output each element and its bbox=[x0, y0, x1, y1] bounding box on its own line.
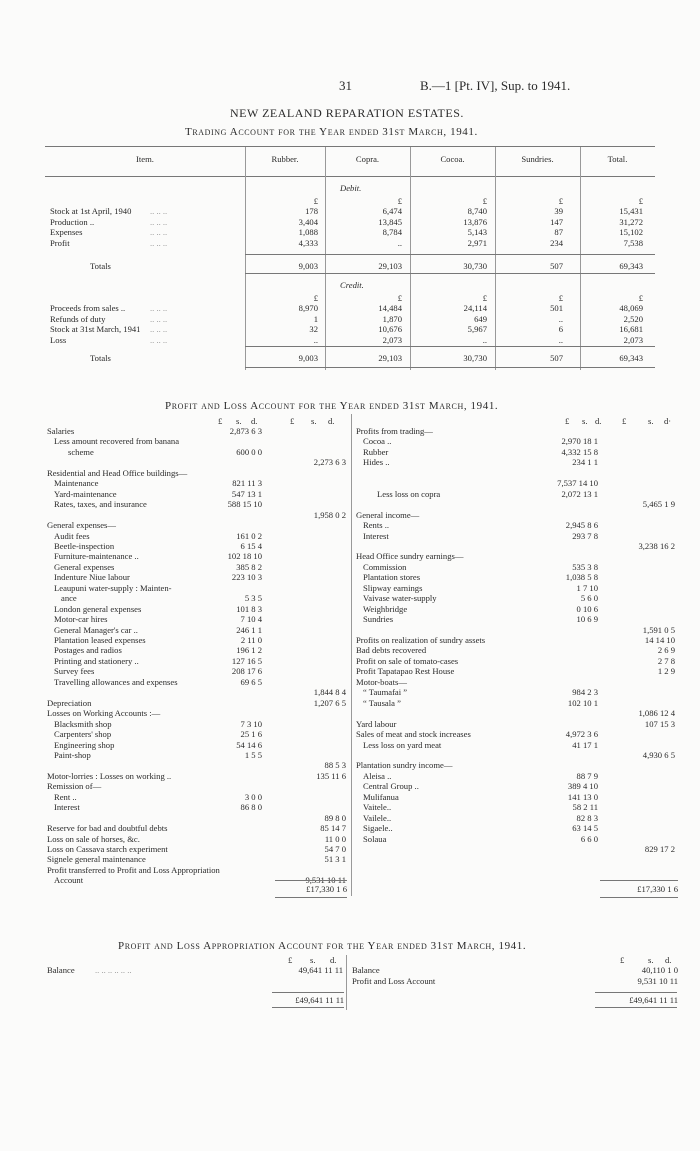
row-value: 2,520 bbox=[623, 313, 643, 324]
line-amount: 63 14 5 bbox=[572, 823, 598, 834]
row-item: Profit bbox=[50, 237, 70, 248]
lsd-header: d. bbox=[665, 955, 672, 965]
total-value: 9,003 bbox=[298, 261, 318, 271]
rule-line bbox=[245, 254, 655, 255]
line-amount: 984 2 3 bbox=[572, 687, 598, 698]
line-amount: 1 5 5 bbox=[244, 749, 262, 760]
line-amount: 535 3 8 bbox=[572, 561, 598, 572]
line-label: Rubber bbox=[363, 446, 389, 457]
line-label: Head Office sundry earnings— bbox=[356, 551, 464, 562]
row-value: 13,876 bbox=[463, 216, 487, 227]
line-amount: 6 15 4 bbox=[240, 540, 262, 551]
line-subtotal: 9,531 10 11 bbox=[305, 875, 346, 886]
line-amount: 234 1 1 bbox=[572, 457, 598, 468]
total-value: 507 bbox=[550, 261, 563, 271]
row-value: 1,870 bbox=[382, 313, 402, 324]
row-value: .. bbox=[313, 334, 318, 345]
row-item: Proceeds from sales .. bbox=[50, 303, 126, 313]
row-value: 48,069 bbox=[619, 303, 643, 313]
row-value: 24,114 bbox=[463, 303, 487, 313]
line-label: Rent .. bbox=[54, 791, 77, 802]
totals-label: Totals bbox=[90, 353, 111, 363]
pound-sign: £ bbox=[313, 196, 318, 206]
line-amount: 4,332 15 8 bbox=[561, 446, 598, 457]
line-amount: 82 8 3 bbox=[576, 812, 598, 823]
line-label: Depreciation bbox=[47, 697, 92, 708]
right-total: £17,330 1 6 bbox=[637, 884, 678, 894]
line-amount: 2,873 6 3 bbox=[229, 426, 262, 436]
line-label: Motor-lorries : Losses on working .. bbox=[47, 770, 172, 781]
rule-line bbox=[595, 1007, 677, 1008]
line-subtotal: 3,238 16 2 bbox=[638, 540, 675, 551]
pound-sign: £ bbox=[638, 196, 643, 206]
column-divider bbox=[495, 147, 496, 370]
lsd-header: d. bbox=[595, 416, 602, 426]
line-subtotal: 51 3 1 bbox=[324, 854, 346, 865]
row-value: 32 bbox=[309, 324, 318, 334]
line-amount: 54 14 6 bbox=[236, 739, 262, 750]
column-divider bbox=[245, 147, 246, 370]
column-divider bbox=[410, 147, 411, 370]
total-value: 69,343 bbox=[619, 261, 643, 271]
line-label: Carpenters' shop bbox=[54, 729, 112, 740]
line-subtotal: 1,591 0 5 bbox=[642, 624, 675, 635]
line-label: Less amount recovered from banana bbox=[54, 436, 180, 447]
row-value: 1 bbox=[313, 313, 318, 324]
line-label: London general expenses bbox=[54, 603, 142, 614]
line-label: Indenture Niue labour bbox=[54, 572, 130, 583]
line-label: scheme bbox=[68, 446, 94, 457]
line-amount: 86 8 0 bbox=[240, 802, 262, 813]
line-subtotal: 11 0 0 bbox=[324, 833, 346, 844]
row-value: 13,845 bbox=[378, 216, 402, 227]
line-amount: 2 11 0 bbox=[240, 635, 262, 645]
line-amount: 7,537 14 10 bbox=[557, 478, 598, 489]
line-label: Yard labour bbox=[356, 718, 397, 729]
rule-line bbox=[275, 880, 347, 881]
line-label: Central Group .. bbox=[363, 781, 419, 792]
line-label: Motor-boats— bbox=[356, 676, 407, 687]
column-divider bbox=[351, 414, 352, 896]
lsd-header: s. bbox=[236, 416, 242, 426]
line-label: Sundries bbox=[363, 614, 394, 625]
lsd-header: £ bbox=[565, 416, 570, 426]
line-amount: 69 6 5 bbox=[240, 676, 262, 687]
line-subtotal: 135 11 6 bbox=[316, 770, 346, 781]
line-label: Vaivase water-supply bbox=[363, 593, 437, 604]
line-label: Solaua bbox=[363, 833, 387, 844]
line-subtotal: 2 7 8 bbox=[657, 655, 675, 666]
line-label: Beetle-inspection bbox=[54, 540, 115, 551]
pound-sign: £ bbox=[313, 293, 318, 303]
line-subtotal: 1,086 12 4 bbox=[638, 708, 675, 719]
appropriation-right-value: 9,531 10 11 bbox=[637, 975, 678, 986]
line-subtotal: 1 2 9 bbox=[657, 666, 675, 677]
column-divider bbox=[325, 147, 326, 370]
row-value: .. bbox=[558, 334, 563, 345]
appropriation-title: Profit and Loss Appropriation Account for the Year ended 31st March, 1941. bbox=[118, 940, 527, 952]
line-label: Signele general maintenance bbox=[47, 854, 146, 865]
line-label: Profit on sale of tomato-cases bbox=[356, 655, 459, 666]
row-value: 178 bbox=[305, 206, 318, 216]
line-label: Blacksmith shop bbox=[54, 718, 112, 729]
total-value: 29,103 bbox=[378, 261, 402, 271]
line-label: Salaries bbox=[47, 426, 75, 436]
line-label: Bad debts recovered bbox=[356, 645, 427, 656]
line-subtotal: 54 7 0 bbox=[324, 844, 346, 854]
line-label: Losses on Working Accounts :— bbox=[47, 708, 161, 719]
total-value: 29,103 bbox=[378, 353, 402, 363]
line-label: Profits from trading— bbox=[356, 426, 433, 436]
row-value: 1,088 bbox=[298, 227, 318, 237]
lsd-header: s. bbox=[648, 416, 654, 426]
line-amount: 2,072 13 1 bbox=[561, 488, 598, 499]
document-reference: B.—1 [Pt. IV], Sup. to 1941. bbox=[420, 78, 571, 93]
rule-line bbox=[272, 1007, 344, 1008]
left-total: £17,330 1 6 bbox=[306, 884, 347, 894]
row-value: 87 bbox=[554, 227, 563, 237]
lsd-header: £ bbox=[620, 955, 625, 965]
line-label: Interest bbox=[363, 530, 389, 541]
row-value: 39 bbox=[554, 206, 563, 216]
line-amount: 389 4 10 bbox=[567, 781, 598, 792]
row-value: 2,073 bbox=[382, 334, 402, 345]
row-value: 14,484 bbox=[378, 303, 402, 313]
appropriation-right-value: 40,110 1 0 bbox=[641, 965, 678, 975]
row-value: 31,272 bbox=[619, 216, 643, 227]
row-value: 3,404 bbox=[298, 216, 318, 227]
line-label: Plantation stores bbox=[363, 572, 421, 583]
line-label: Audit fees bbox=[54, 530, 90, 541]
column-header: Sundries. bbox=[521, 154, 554, 164]
rule-line bbox=[600, 897, 678, 898]
column-header: Item. bbox=[136, 154, 154, 164]
total-value: 30,730 bbox=[463, 261, 487, 271]
rule-line bbox=[45, 176, 655, 177]
line-subtotal: 1,207 6 5 bbox=[313, 697, 346, 708]
lsd-header: s. bbox=[648, 955, 654, 965]
row-value: 15,431 bbox=[619, 206, 643, 216]
line-label: Plantation leased expenses bbox=[54, 635, 146, 645]
row-item: Loss bbox=[50, 334, 67, 345]
lsd-header: £ bbox=[288, 955, 293, 965]
line-amount: 547 13 1 bbox=[231, 488, 262, 499]
row-item: Refunds of duty bbox=[50, 313, 106, 324]
main-title: NEW ZEALAND REPARATION ESTATES. bbox=[230, 106, 464, 120]
line-label: ance bbox=[61, 593, 77, 604]
line-amount: 5 3 5 bbox=[244, 593, 262, 604]
pound-sign: £ bbox=[397, 293, 402, 303]
row-value: 2,073 bbox=[623, 334, 643, 345]
line-label: Yard-maintenance bbox=[54, 488, 117, 499]
line-amount: 102 10 1 bbox=[567, 697, 598, 708]
line-subtotal: 1,844 8 4 bbox=[313, 687, 346, 698]
row-value: .. bbox=[482, 334, 487, 345]
leader-dots: .. .. .. bbox=[150, 313, 168, 324]
row-value: 5,143 bbox=[467, 227, 487, 237]
total-value: 9,003 bbox=[298, 353, 318, 363]
row-item: Production .. bbox=[50, 216, 95, 227]
rule-line bbox=[245, 273, 655, 274]
row-value: 7,538 bbox=[623, 237, 643, 248]
rule-line bbox=[275, 897, 347, 898]
appropriation-right-label: Profit and Loss Account bbox=[352, 975, 436, 986]
line-label: Profits on realization of sundry assets bbox=[356, 635, 486, 645]
line-amount: 293 7 8 bbox=[572, 530, 598, 541]
line-label: Profit transferred to Profit and Loss Appropriation bbox=[47, 864, 220, 875]
lsd-header: d. bbox=[251, 416, 258, 426]
trading-account-title: Trading Account for the Year ended 31st March, 1941. bbox=[185, 126, 478, 138]
line-label: Sigaele.. bbox=[363, 823, 393, 834]
line-amount: 88 7 9 bbox=[576, 770, 598, 781]
line-label: Slipway earnings bbox=[363, 582, 423, 593]
line-amount: 208 17 6 bbox=[231, 666, 262, 677]
column-header: Rubber. bbox=[271, 154, 299, 164]
line-amount: 588 15 10 bbox=[227, 499, 262, 510]
line-amount: 196 1 2 bbox=[236, 645, 262, 656]
appropriation-left-label: Balance bbox=[47, 965, 75, 975]
line-label: Survey fees bbox=[54, 666, 95, 677]
appropriation-right-label: Balance bbox=[352, 965, 380, 975]
line-label: Mulifanua bbox=[363, 791, 399, 802]
row-item: Stock at 1st April, 1940 bbox=[50, 206, 132, 216]
pound-sign: £ bbox=[482, 293, 487, 303]
leader-dots: .. .. .. bbox=[150, 216, 168, 227]
lsd-header: £ bbox=[218, 416, 223, 426]
row-value: 16,681 bbox=[619, 324, 643, 334]
line-subtotal: 2 6 9 bbox=[657, 645, 675, 656]
leader-dots: .. .. .. bbox=[150, 227, 168, 237]
row-item: Expenses bbox=[50, 227, 83, 237]
line-label: Plantation sundry income— bbox=[356, 760, 453, 771]
credit-label: Credit. bbox=[340, 280, 364, 290]
line-subtotal: 5,465 1 9 bbox=[642, 499, 675, 510]
line-label: Account bbox=[54, 875, 84, 886]
leader-dots: .. .. .. bbox=[150, 303, 168, 313]
lsd-header: £ bbox=[290, 416, 295, 426]
line-subtotal: 107 15 3 bbox=[644, 718, 675, 729]
pound-sign: £ bbox=[638, 293, 643, 303]
line-amount: 25 1 6 bbox=[240, 729, 262, 740]
line-amount: 223 10 3 bbox=[231, 572, 262, 583]
rule-line bbox=[600, 880, 678, 881]
row-item: Stock at 31st March, 1941 bbox=[50, 324, 141, 334]
line-label: Remission of— bbox=[47, 781, 102, 792]
line-label: Motor-car hires bbox=[54, 614, 108, 625]
line-amount: 41 17 1 bbox=[572, 739, 598, 750]
line-label: “ Tausala ” bbox=[363, 697, 401, 708]
column-divider bbox=[580, 147, 581, 370]
row-value: 501 bbox=[550, 303, 563, 313]
line-label: General income— bbox=[356, 509, 420, 520]
profit-loss-title: Profit and Loss Account for the Year ended 31st March, 1941. bbox=[165, 400, 499, 412]
line-label: Reserve for bad and doubtful debts bbox=[47, 823, 168, 834]
row-value: 234 bbox=[550, 237, 563, 248]
row-value: 649 bbox=[474, 313, 487, 324]
lsd-header: s. bbox=[311, 416, 317, 426]
line-subtotal: 89 8 0 bbox=[324, 812, 346, 823]
line-amount: 246 1 1 bbox=[236, 624, 262, 635]
leader-dots: .. .. .. .. .. .. bbox=[95, 965, 132, 975]
row-value: 2,971 bbox=[467, 237, 487, 248]
row-value: .. bbox=[397, 237, 402, 248]
line-amount: 2,970 18 1 bbox=[561, 436, 598, 447]
rule-line bbox=[245, 367, 655, 368]
lsd-header: s. bbox=[582, 416, 588, 426]
leader-dots: .. .. .. bbox=[150, 206, 168, 216]
line-subtotal: 88 5 3 bbox=[324, 760, 346, 771]
line-amount: 600 0 0 bbox=[236, 446, 262, 457]
pound-sign: £ bbox=[558, 196, 563, 206]
row-value: 8,740 bbox=[467, 206, 487, 216]
pound-sign: £ bbox=[558, 293, 563, 303]
row-value: 6,474 bbox=[382, 206, 402, 216]
line-label: Postages and radios bbox=[54, 645, 122, 656]
lsd-header: £ bbox=[622, 416, 627, 426]
line-label: Vaitele.. bbox=[363, 802, 392, 813]
column-divider bbox=[346, 955, 347, 1010]
pound-sign: £ bbox=[482, 196, 487, 206]
line-label: Engineering shop bbox=[54, 739, 115, 750]
line-label: Maintenance bbox=[54, 478, 99, 489]
line-amount: 127 16 5 bbox=[231, 655, 262, 666]
line-amount: 821 11 3 bbox=[232, 478, 262, 489]
line-label: Residential and Head Office buildings— bbox=[47, 467, 188, 478]
line-amount: 141 13 0 bbox=[567, 791, 598, 802]
line-label: Printing and stationery .. bbox=[54, 655, 139, 666]
line-subtotal: 1,958 0 2 bbox=[313, 509, 346, 520]
line-amount: 1 7 10 bbox=[576, 582, 598, 593]
row-value: 5,967 bbox=[467, 324, 487, 334]
line-label: Interest bbox=[54, 802, 80, 813]
row-value: 10,676 bbox=[378, 324, 402, 334]
line-label: Aleisa .. bbox=[363, 770, 392, 781]
line-label: Vailele.. bbox=[363, 812, 392, 823]
line-amount: 161 0 2 bbox=[236, 530, 262, 541]
line-label: Rents .. bbox=[363, 520, 390, 531]
rule-line bbox=[245, 346, 655, 347]
line-amount: 7 10 4 bbox=[240, 614, 262, 625]
row-value: 4,333 bbox=[298, 237, 318, 248]
line-amount: 0 10 6 bbox=[576, 603, 598, 614]
leader-dots: .. .. .. bbox=[150, 324, 168, 334]
debit-label: Debit. bbox=[340, 183, 362, 193]
line-subtotal: 829 17 2 bbox=[644, 844, 675, 854]
line-amount: 4,972 3 6 bbox=[565, 729, 598, 740]
lsd-header: d. bbox=[328, 416, 335, 426]
page-number: 31 bbox=[339, 78, 352, 93]
line-amount: 385 8 2 bbox=[236, 561, 262, 572]
line-label: General expenses bbox=[54, 561, 115, 572]
line-subtotal: 2,273 6 3 bbox=[313, 457, 346, 468]
total-value: 507 bbox=[550, 353, 563, 363]
row-value: .. bbox=[558, 313, 563, 324]
line-label: Rates, taxes, and insurance bbox=[54, 499, 147, 510]
line-label: Paint-shop bbox=[54, 749, 91, 760]
line-label: Hides .. bbox=[363, 457, 390, 468]
line-amount: 2,945 8 6 bbox=[565, 520, 598, 531]
line-amount: 6 6 0 bbox=[580, 833, 598, 844]
line-amount: 101 8 3 bbox=[236, 603, 262, 614]
column-header: Total. bbox=[607, 154, 628, 164]
rule-line bbox=[595, 992, 677, 993]
line-label: Less loss on copra bbox=[377, 488, 441, 499]
line-label: Commission bbox=[363, 561, 407, 572]
line-label: Cocoa .. bbox=[363, 436, 392, 447]
line-amount: 5 6 0 bbox=[580, 593, 598, 604]
appropriation-right-total: £49,641 11 11 bbox=[629, 995, 678, 1005]
total-value: 69,343 bbox=[619, 353, 643, 363]
line-label: “ Taumafai ” bbox=[363, 687, 408, 698]
lsd-header: d. bbox=[330, 955, 337, 965]
line-label: General Manager's car .. bbox=[54, 624, 138, 635]
lsd-header: s. bbox=[310, 955, 316, 965]
total-value: 30,730 bbox=[463, 353, 487, 363]
rule-line bbox=[272, 992, 344, 993]
column-header: Copra. bbox=[355, 154, 380, 164]
appropriation-left-value: 49,641 11 11 bbox=[298, 965, 343, 975]
line-label: Profit Tapatapao Rest House bbox=[356, 666, 455, 677]
line-amount: 102 18 10 bbox=[227, 551, 262, 562]
lsd-header: d· bbox=[664, 416, 672, 426]
line-label: Weighbridge bbox=[363, 603, 408, 614]
leader-dots: .. .. .. bbox=[150, 237, 168, 248]
row-value: 6 bbox=[558, 324, 563, 334]
leader-dots: .. .. .. bbox=[150, 334, 168, 345]
row-value: 8,970 bbox=[298, 303, 318, 313]
pound-sign: £ bbox=[397, 196, 402, 206]
line-amount: 3 0 0 bbox=[244, 791, 262, 802]
line-amount: 10 6 9 bbox=[576, 614, 598, 625]
line-label: General expenses— bbox=[47, 520, 116, 531]
row-value: 8,784 bbox=[382, 227, 402, 237]
row-value: 147 bbox=[550, 216, 563, 227]
column-header: Cocoa. bbox=[440, 154, 465, 164]
row-value: 15,102 bbox=[619, 227, 643, 237]
line-label: Sales of meat and stock increases bbox=[356, 729, 471, 740]
totals-label: Totals bbox=[90, 261, 111, 271]
line-amount: 7 3 10 bbox=[240, 718, 262, 729]
line-label: Loss on sale of horses, &c. bbox=[47, 833, 140, 844]
line-label: Loss on Cassava starch experiment bbox=[47, 844, 168, 854]
line-label: Less loss on yard meat bbox=[363, 739, 442, 750]
line-amount: 58 2 11 bbox=[572, 802, 598, 813]
line-subtotal: 14 14 10 bbox=[644, 635, 675, 645]
line-label: Furniture-maintenance .. bbox=[54, 551, 139, 562]
line-amount: 1,038 5 8 bbox=[565, 572, 598, 583]
line-label: Leaupuni water-supply : Mainten- bbox=[54, 582, 172, 593]
line-subtotal: 4,930 6 5 bbox=[642, 749, 675, 760]
rule-line bbox=[45, 146, 655, 147]
line-subtotal: 85 14 7 bbox=[320, 823, 346, 834]
line-label: Travelling allowances and expenses bbox=[54, 676, 178, 687]
appropriation-left-total: £49,641 11 11 bbox=[295, 995, 344, 1005]
